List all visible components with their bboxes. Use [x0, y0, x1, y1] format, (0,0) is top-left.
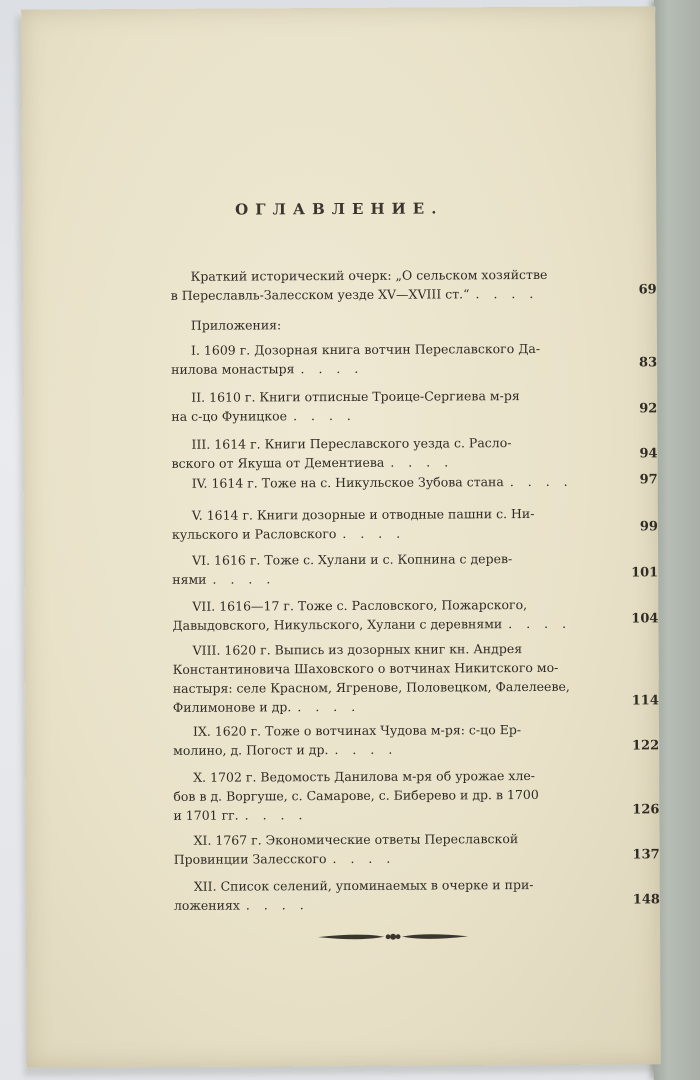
toc-entry-line: и 1701 гг. . . . .: [173, 807, 308, 823]
toc-entry-line: I. 1609 г. Дозорная книга вотчин Переславского Да-: [190, 340, 541, 358]
toc-entry-line: ложениях . . . .: [173, 897, 309, 913]
toc-entry-12-page: 148: [632, 892, 660, 908]
toc-entry-line: X. 1702 г. Ведомость Данилова м-ря об урожае хле-: [193, 767, 536, 785]
toc-entry-line: бов в д. Воргуше, с. Самарове, с. Биберево и др. в 1700: [173, 786, 539, 804]
toc-entry-line: VII. 1616—17 г. Тоже с. Расловского, Пожарского,: [192, 597, 528, 614]
toc-entry-5: [172, 504, 602, 544]
appendix-label: Приложения:: [190, 317, 282, 333]
toc-entry-2: [171, 386, 601, 426]
book-cover-edge: [654, 0, 700, 1080]
toc-entry-4: [172, 472, 602, 493]
toc-entry-line: Филимонове и др. . . . .: [172, 698, 361, 715]
toc-entry-line: нями . . . .: [172, 571, 276, 587]
toc-entry-line: VIII. 1620 г. Выпись из дозорных книг кн. Андрея: [192, 641, 523, 658]
toc-entry-4-page: 97: [639, 472, 658, 488]
toc-entry-3: [171, 433, 601, 473]
toc-entry-1: [171, 339, 601, 379]
toc-entry-9-page: 122: [631, 738, 660, 754]
toc-entry-line: Давыдовского, Никульского, Хулани с деревнями . . . .: [172, 615, 572, 633]
toc-entry-8: [173, 639, 603, 717]
toc-entry-line: вского от Якуша от Дементиева . . . .: [171, 454, 454, 471]
toc-entry-12: [174, 875, 604, 915]
toc-entry-line: VI. 1616 г. Тоже с. Хулани и с. Копнина с дерев-: [192, 551, 513, 568]
toc-entry-2-page: 92: [639, 401, 658, 417]
toc-entry-7-page: 104: [631, 611, 659, 627]
toc-entry-line: V. 1614 г. Книги дозорные и отводные пашни с. Ни-: [191, 505, 535, 523]
toc-entry-line: III. 1614 г. Книги Переславского уезда с. Расло-: [191, 435, 512, 452]
toc-entry-6: [172, 549, 602, 589]
toc-entry-6-page: 101: [631, 565, 659, 581]
toc-entry-line: XII. Список селений, упоминаемых в очерке и при-: [193, 876, 534, 894]
toc-entry-line: молино, д. Погост и др. . . . .: [173, 741, 398, 758]
toc-entry-line: Константиновича Шаховского о вотчинах Никитского мо-: [172, 659, 559, 677]
toc-entry-line: на с-цо Фуницкое . . . .: [171, 407, 356, 424]
toc-entry-line: нилова монастыря . . . .: [171, 360, 364, 377]
toc-entry-11: [174, 829, 604, 869]
toc-intro: [171, 265, 601, 305]
book-page: [21, 6, 661, 1067]
toc-entry-9: [173, 720, 603, 760]
toc-entry-line: кульского и Расловского . . . .: [171, 525, 406, 542]
toc-entry-line: настыря: селе Красном, Ягренове, Половецком, Фалелееве,: [172, 678, 570, 696]
toc-entry-3-page: 94: [639, 446, 658, 462]
toc-entry-10-page: 126: [632, 802, 660, 818]
toc-entry-line: II. 1610 г. Книги отписные Троице-Сергиева м-ря: [191, 388, 520, 405]
ornament-divider-icon: [316, 929, 470, 944]
toc-intro-line-2: в Переславль-Залесском уезде XV—XVIII ст.“ . . . .: [170, 285, 539, 303]
toc-entry-1-page: 83: [638, 355, 658, 371]
toc-entry-line: Провинции Залесского . . . .: [173, 850, 396, 867]
toc-entry-5-page: 99: [639, 519, 658, 535]
toc-content: [21, 6, 661, 1067]
page-title: ОГЛАВЛЕНИЕ.: [235, 199, 444, 219]
toc-entry-11-page: 137: [632, 847, 660, 863]
toc-entry-8-page: 114: [631, 693, 659, 709]
toc-entry-line: IX. 1620 г. Тоже о вотчинах Чудова м-ря: с-цо Ер-: [192, 722, 522, 739]
toc-intro-page: 69: [638, 282, 657, 298]
toc-entry-line: IV. 1614 г. Тоже на с. Никульское Зубова стана . . . .: [191, 473, 573, 491]
toc-intro-line-1: Краткий исторический очерк: „О сельском хозяйстве: [190, 266, 548, 284]
toc-entry-10: [173, 766, 603, 825]
toc-entry-line: XI. 1767 г. Экономические ответы Переславской: [193, 831, 519, 848]
toc-entry-7: [172, 595, 602, 635]
